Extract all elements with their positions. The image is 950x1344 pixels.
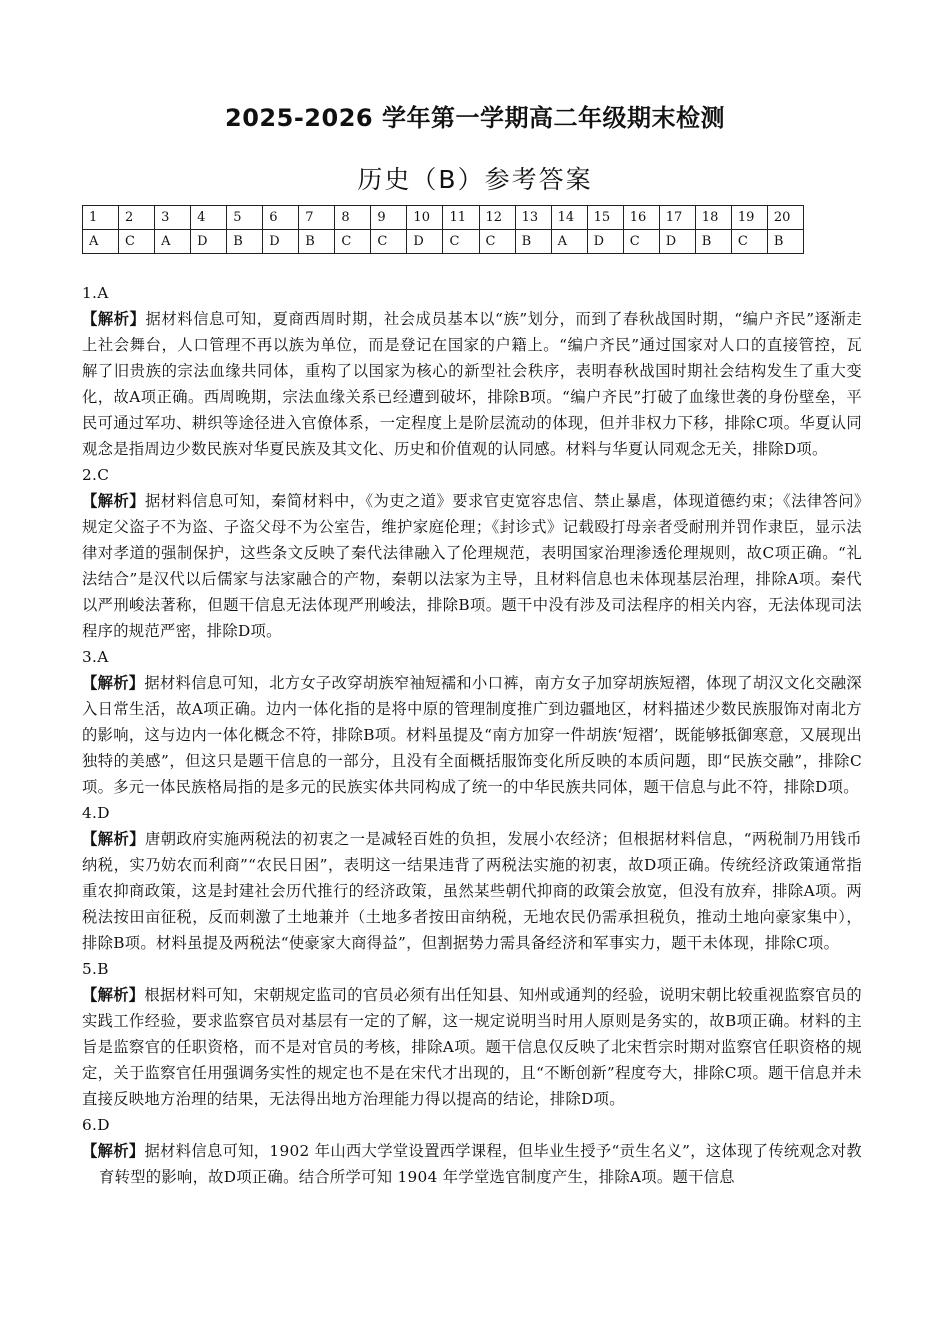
analysis-label: 【解析】 [82,674,145,692]
question-number-cell: 10 [407,206,443,230]
explanation-paragraph [82,826,862,956]
question-number-cell: 20 [767,206,803,230]
answer-cell: C [119,230,155,254]
explanation-text: 据材料信息可知，夏商西周时期，社会成员基本以“族”划分，而到了春秋战国时期，“编户齐民”逐渐走上社会舞台，人口管理不再以族为单位，而是登记在国家的户籍上。“编户齐民”通过国家对人口的直接管控，瓦解了旧贵族的宗法血缘共同体，重构了以国家为核心的新型社会秩序，表明春秋战国时期社会结构发生了重大变化，故A项正确。西周晚期，宗法血缘关系已经遭到破坏，排除B项。“编户齐民”打破了血缘世袭的身份壁垒，平民可通过军功、耕织等途径进入官僚体系，一定程度上是阶层流动的体现，但并非权力下移，排除C项。华夏认同观念是指周边少数民族对华夏民族及其文化、历史和价值观的认同感。材料与华夏认同观念无关，排除D项。 [82,310,862,458]
explanations [82,280,862,1190]
question-answer-heading: 6.D [82,1116,110,1134]
question-number-cell: 12 [479,206,515,230]
question-number-cell: 14 [551,206,587,230]
question-number-cell: 3 [155,206,191,230]
answer-cell: D [191,230,227,254]
answer-cell: C [731,230,767,254]
question-number-cell: 7 [299,206,335,230]
explanation-paragraph [82,488,862,644]
question-number-cell: 2 [119,206,155,230]
question-answer-heading: 3.A [82,648,109,666]
answer-cell: B [299,230,335,254]
analysis-label: 【解析】 [82,986,145,1004]
answer-cell: A [155,230,191,254]
question-answer-heading: 1.A [82,284,109,302]
answer-cell: C [623,230,659,254]
question-number-cell: 4 [191,206,227,230]
answer-number-row [83,206,804,230]
question-number-cell: 11 [443,206,479,230]
answer-cell: D [407,230,443,254]
explanation-text: 据材料信息可知，1902 年山西大学堂设置西学课程，但毕业生授予“贡生名义”，这体现了传统观念对教育转型的影响，故D项正确。结合所学可知 1904 年学堂选官制度产生，排除A项。题干信息 [99,1142,863,1186]
explanation-item [82,462,862,644]
question-answer-heading: 4.D [82,804,110,822]
question-number-cell: 9 [371,206,407,230]
explanation-item [82,800,862,956]
analysis-label: 【解析】 [82,1142,145,1160]
answer-cell: B [767,230,803,254]
analysis-label: 【解析】 [82,310,146,328]
explanation-paragraph [82,670,862,800]
page-subtitle: 历史（B）参考答案 [357,165,593,194]
explanation-text: 据材料信息可知，北方女子改穿胡族窄袖短襦和小口裤，南方女子加穿胡族短褶，体现了胡汉文化交融深入日常生活，故A项正确。边内一体化指的是将中原的管理制度推广到边疆地区，材料描述少数民族服饰对南北方的影响，这与边内一体化概念不符，排除B项。材料虽提及“南方加穿一件胡族‘短褶’，既能够抵御寒意，又展现出独特的美感”，但这只是题干信息的一部分，且没有全面概括服饰变化所反映的本质问题，即“民族交融”，排除C项。多元一体民族格局指的是多元的民族实体共同构成了统一的中华民族共同体，题干信息与此不符，排除D项。 [82,674,862,796]
answer-cell: A [83,230,119,254]
question-answer-heading: 2.C [82,466,110,484]
question-number-cell: 16 [623,206,659,230]
answer-cell: B [695,230,731,254]
answer-cell: C [443,230,479,254]
explanation-item [82,644,862,800]
question-number-cell: 5 [227,206,263,230]
page-title: 2025-2026 学年第一学期高二年级期末检测 [225,104,725,132]
question-number-cell: 17 [659,206,695,230]
explanation-paragraph [82,1138,862,1190]
answer-cell: D [587,230,623,254]
analysis-label: 【解析】 [82,492,145,510]
question-answer-heading: 5.B [82,960,109,978]
answer-table [82,205,804,254]
answer-cell: C [479,230,515,254]
answer-letter-row [83,230,804,254]
answer-cell: D [659,230,695,254]
explanation-text: 根据材料可知，宋朝规定监司的官员必须有出任知县、知州或通判的经验，说明宋朝比较重视监察官员的实践工作经验，要求监察官员对基层有一定的了解，这一规定说明当时用人原则是务实的，故B项正确。材料的主旨是监察官的任职资格，而不是对官员的考核，排除A项。题干信息仅反映了北宋哲宗时期对监察官任职资格的规定，关于监察官任用强调务实性的规定也不是在宋代才出现的，且“不断创新”程度夸大，排除C项。题干信息并未直接反映地方治理的结果，无法得出地方治理能力得以提高的结论，排除D项。 [82,986,862,1108]
explanation-item [82,1112,862,1190]
explanation-text: 唐朝政府实施两税法的初衷之一是减轻百姓的负担，发展小农经济；但根据材料信息，“两税制乃用钱币纳税，实乃妨农而利商”“农民日困”，表明这一结果违背了两税法实施的初衷，故D项正确。传统经济政策通常指重农抑商政策，这是封建社会历代推行的经济政策，虽然某些朝代抑商的政策会放宽，但没有放弃，排除A项。两税法按田亩征税，反而刺激了土地兼并（土地多者按田亩纳税，无地农民仍需承担税负，推动土地向豪家集中），排除B项。材料虽提及两税法“使豪家大商得益”，但割据势力需具备经济和军事实力，题干未体现，排除C项。 [82,830,862,952]
question-number-cell: 6 [263,206,299,230]
explanation-item [82,280,862,462]
question-number-cell: 13 [515,206,551,230]
explanation-paragraph [82,982,862,1112]
answer-cell: C [371,230,407,254]
question-number-cell: 15 [587,206,623,230]
explanation-text: 据材料信息可知，秦简材料中，《为吏之道》要求官吏宽容忠信、禁止暴虐，体现道德约束；《法律答问》规定父盗子不为盗、子盗父母不为公室告，维护家庭伦理；《封诊式》记载殴打母亲者受耐刑并罚作隶臣，显示法律对孝道的强制保护，这些条文反映了秦代法律融入了伦理规范，表明国家治理渗透伦理规则，故C项正确。“礼法结合”是汉代以后儒家与法家融合的产物，秦朝以法家为主导，且材料信息也未体现基层治理，排除A项。秦代以严刑峻法著称，但题干信息无法体现严刑峻法，排除B项。题干中没有涉及司法程序的相关内容，无法体现司法程序的规范严密，排除D项。 [82,492,863,640]
answer-cell: A [551,230,587,254]
question-number-cell: 1 [83,206,119,230]
answer-cell: C [335,230,371,254]
answer-cell: D [263,230,299,254]
explanation-item [82,956,862,1112]
question-number-cell: 8 [335,206,371,230]
analysis-label: 【解析】 [82,830,146,848]
explanation-paragraph [82,306,862,462]
answer-cell: B [515,230,551,254]
question-number-cell: 19 [731,206,767,230]
answer-cell: B [227,230,263,254]
question-number-cell: 18 [695,206,731,230]
